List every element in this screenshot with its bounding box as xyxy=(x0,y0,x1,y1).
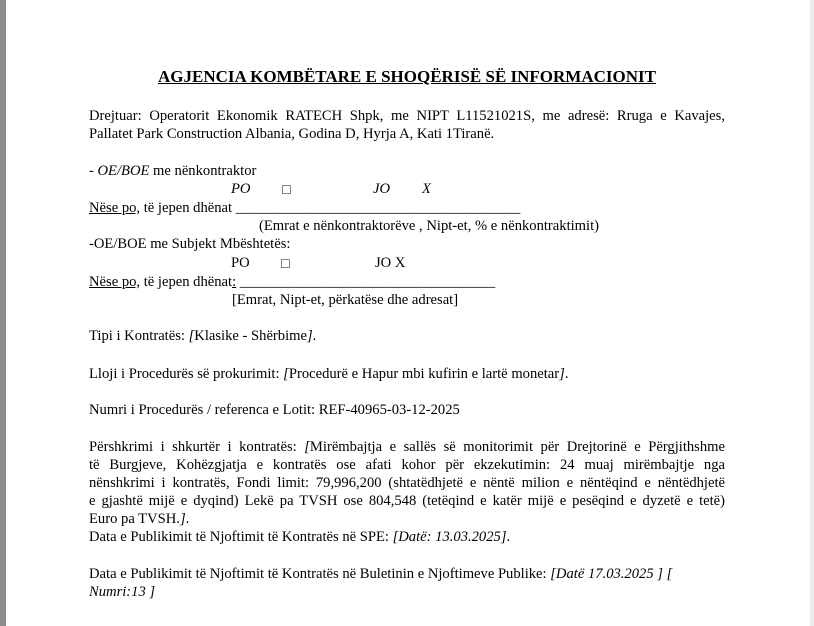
support-jo-x: JO X xyxy=(375,255,406,271)
addressee-line-1: Drejtuar: Operatorit Ekonomik RATECH Shpk, me NIPT L11521021S, me adresë: Rruga e Kavajes, xyxy=(89,108,725,124)
subcontractor-checkbox-icon[interactable]: ☐ xyxy=(281,183,292,197)
description-line-2: të Burgjeve, Kohëzgjatja e kontratës ose afati kohor për ekzekutimin: 24 muaj mirëmbajtje nga xyxy=(89,457,725,473)
description-line-3: nënshkrimi i kontratës, Fondi limit: 79,996,200 (shtatëdhjetë e nëntë milion e nëntëqind e nëntëdhjetë xyxy=(89,475,725,491)
description-end: . xyxy=(185,511,190,527)
subcontractor-details-line xyxy=(89,199,520,217)
description-line-1 xyxy=(89,438,725,456)
support-label: -OE/BOE me Subjekt Mbështetës: xyxy=(89,236,291,252)
subcontractor-te-jepen: të jepen dhënat xyxy=(140,200,236,216)
document-title: AGJENCIA KOMBËTARE E SHOQËRISË SË INFORMACIONIT xyxy=(158,67,656,86)
support-details-line xyxy=(89,273,495,291)
description-text-1: Mirëmbajtja e sallës së monitorimit për Drejtorinë e Përgjithshme xyxy=(309,439,725,455)
spe-publication-date: [Datë: 13.03.2025] xyxy=(392,529,507,545)
spe-publication-label: Data e Publikimit të Njoftimit të Kontratës në SPE: xyxy=(89,529,393,545)
procedure-type-close: ] xyxy=(559,366,565,382)
procedure-type-label: Lloji i Procedurës së prokurimit: xyxy=(89,366,284,382)
subcontractor-jo: JO xyxy=(373,181,391,197)
support-hint: [Emrat, Nipt-et, përkatëse dhe adresat] xyxy=(232,292,459,308)
contract-type-end: . xyxy=(312,328,317,344)
procedure-type-open: [ xyxy=(283,366,289,382)
description-line-4: e gjashtë mijë e dyqind) Lekë pa TVSH ose 804,548 (tetëqind e katër mijë e pesëqind e dyzetë e tetë) xyxy=(89,493,725,509)
bulletin-publication-label: Data e Publikimit të Njoftimit të Kontratës në Buletinin e Njoftimeve Publike: xyxy=(89,566,551,582)
viewer-right-edge xyxy=(810,0,814,626)
addressee-line-2: Pallatet Park Construction Albania, Godina D, Hyrja A, Kati 1Tiranë. xyxy=(89,126,495,142)
bulletin-publication-date: [Datë 17.03.2025 ] [ xyxy=(550,566,673,582)
support-colon: : xyxy=(232,274,237,290)
subcontractor-nese-po: Nëse po, xyxy=(89,200,141,216)
contract-type-close: ] xyxy=(306,328,313,344)
procedure-type-value: Procedurë e Hapur mbi kufirin e lartë monetar xyxy=(288,366,560,382)
contract-type-line xyxy=(89,327,316,345)
contract-type-open: [ xyxy=(188,328,195,344)
procedure-number: Numri i Procedurës / referenca e Lotit: REF-40965-03-12-2025 xyxy=(89,402,460,418)
support-nese-po: Nëse po, xyxy=(89,274,141,290)
viewer-left-edge xyxy=(0,0,6,626)
subcontractor-blank-field[interactable]: _______________________________________ xyxy=(235,200,521,216)
procedure-type-end: . xyxy=(564,366,569,382)
subcontractor-hint: (Emrat e nënkontraktorëve , Nipt-et, % e nënkontraktimit) xyxy=(259,218,599,234)
bulletin-number: Numri:13 ] xyxy=(89,584,156,600)
procedure-type-line xyxy=(89,365,568,383)
support-blank-field[interactable]: ___________________________________ xyxy=(236,274,496,290)
description-open: [ xyxy=(304,439,310,455)
description-line-5 xyxy=(89,510,189,528)
subcontractor-x-mark: X xyxy=(422,181,431,197)
support-checkbox-icon[interactable]: ☐ xyxy=(280,257,291,271)
support-po: PO xyxy=(231,255,250,271)
subcontractor-label-rest: me nënkontraktor xyxy=(149,163,257,179)
oe-boe-label: OE/BOE xyxy=(97,163,150,179)
spe-publication-end: . xyxy=(506,529,511,545)
subcontractor-prefix: - xyxy=(89,163,98,179)
description-close: ] xyxy=(179,511,186,527)
contract-type-label: Tipi i Kontratës: xyxy=(89,328,189,344)
support-te-jepen: të jepen dhënat xyxy=(140,274,233,290)
description-label: Përshkrimi i shkurtër i kontratës: xyxy=(89,439,305,455)
subcontractor-label xyxy=(89,162,256,180)
description-text-5: Euro pa TVSH. xyxy=(89,511,180,527)
spe-publication-line xyxy=(89,528,510,546)
subcontractor-po: PO xyxy=(231,181,251,197)
bulletin-publication-line xyxy=(89,565,672,583)
contract-type-value: Klasike - Shërbime xyxy=(194,328,307,344)
